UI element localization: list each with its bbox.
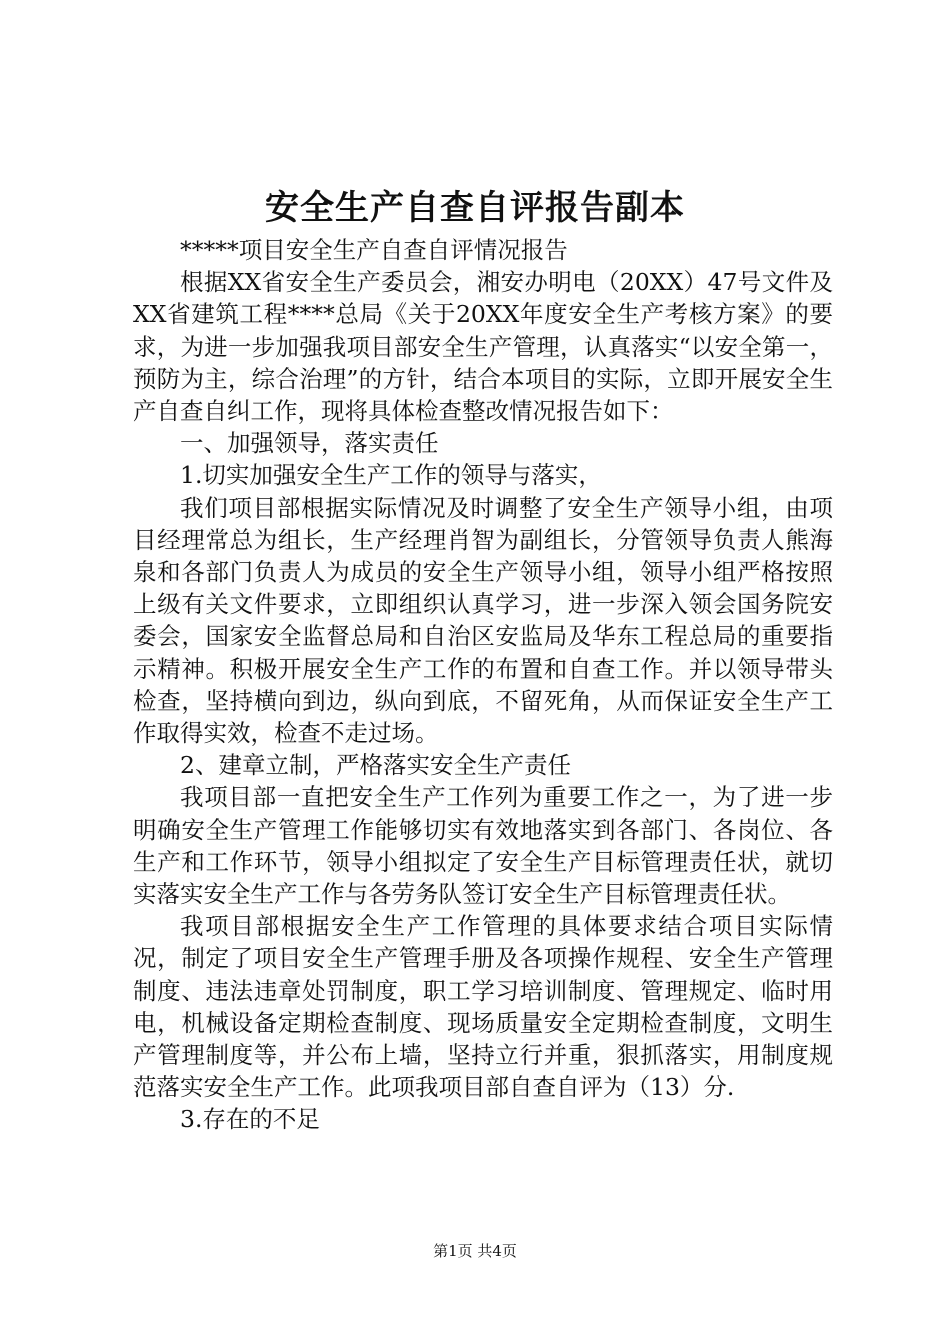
report-heading-paragraph: *****项目安全生产自查自评情况报告 — [180, 236, 568, 264]
subsection-heading-3: 3.存在的不足 — [180, 1105, 320, 1134]
document-title: 安全生产自查自评报告副本 — [265, 188, 685, 228]
body-paragraph: 我们项目部根据实际情况及时调整了安全生产领导小组，由项目经理常总为组长，生产经理肖智为副组长，分管领导负责人熊海泉和各部门负责人为成员的安全生产领导小组，领导小组严格按照上级有关文件要求，立即组织认真学习，进一步深入领会国务院安委会，国家安全监督总局和自治区安监局及华东工程总局的重要指示精神。积极开展安全生产工作的布置和自查工作。并以领导带头检查，坚持横向到边，纵向到底，不留死角，从而保证安全生产工作取得实效，检查不走过场。 — [133, 493, 833, 748]
subsection-heading-2: 2、建章立制，严格落实安全生产责任 — [180, 751, 571, 780]
intro-paragraph: 根据XX省安全生产委员会，湘安办明电（20XX）47号文件及XX省建筑工程****总局《关于20XX年度安全生产考核方案》的要求，为进一步加强我项目部安全生产管理，认真落实“以安全第一，预防为主，综合治理”的方针，结合本项目的实际，立即开展安全生产自查自纠工作，现将具体检查整改情况报告如下： — [133, 268, 833, 426]
document-body — [133, 234, 833, 1136]
body-paragraph: 我项目部一直把安全生产工作列为重要工作之一，为了进一步明确安全生产管理工作能够切实有效地落实到各部门、各岗位、各生产和工作环节，领导小组拟定了安全生产目标管理责任状，就切实落实安全生产工作与各劳务队签订安全生产目标管理责任状。 — [133, 783, 833, 909]
subsection-heading-1: 1.切实加强安全生产工作的领导与落实， — [180, 461, 602, 490]
section-heading-1: 一、加强领导，落实责任 — [180, 429, 439, 458]
page-footer: 第1页 共4页 — [433, 1242, 517, 1260]
body-paragraph: 我项目部根据安全生产工作管理的具体要求结合项目实际情况，制定了项目安全生产管理手册及各项操作规程、安全生产管理制度、违法违章处罚制度，职工学习培训制度、管理规定、临时用电，机械设备定期检查制度、现场质量安全定期检查制度，文明生产管理制度等，并公布上墙，坚持立行并重，狠抓落实，用制度规范落实安全生产工作。此项我项目部自查自评为（13）分. — [133, 912, 833, 1102]
